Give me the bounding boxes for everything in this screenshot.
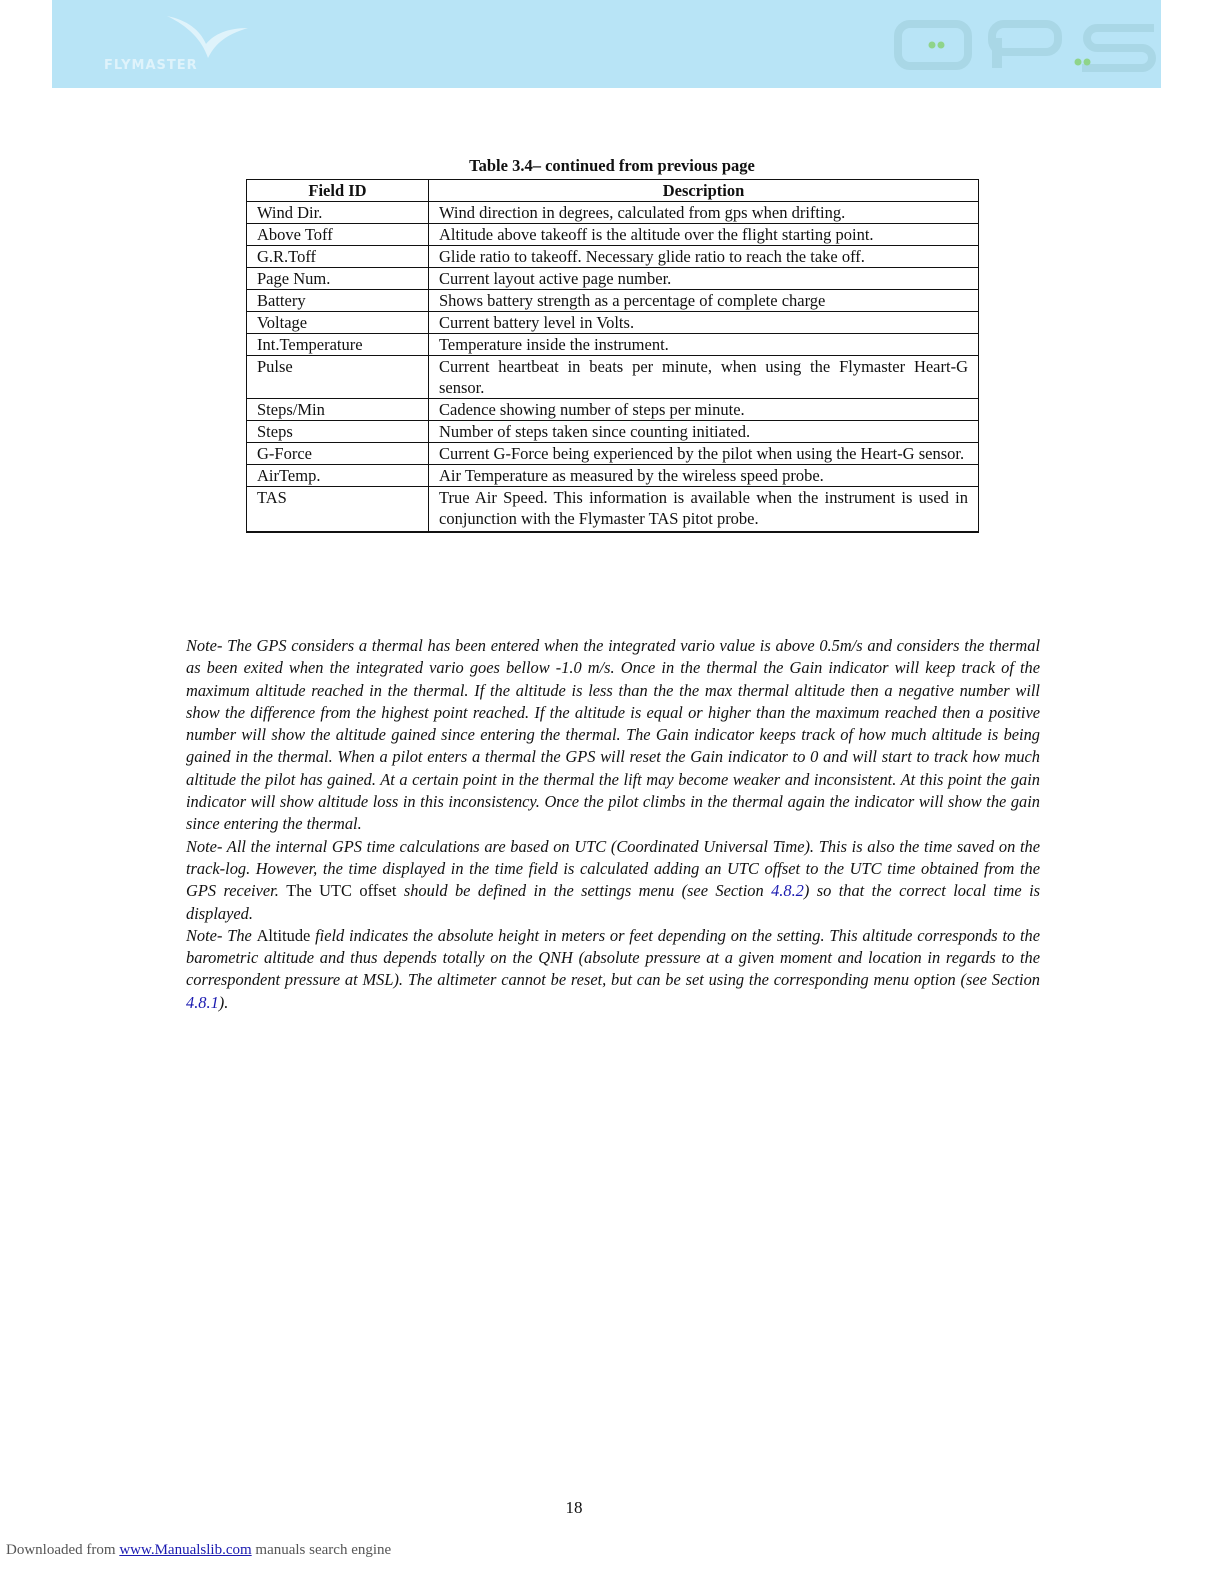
field-id-cell: Battery <box>247 290 429 312</box>
field-id-cell: G.R.Toff <box>247 246 429 268</box>
table-row <box>247 246 979 268</box>
notes-section <box>186 635 1040 1014</box>
table-header-row <box>247 180 979 202</box>
field-id-cell: Int.Temperature <box>247 334 429 356</box>
note-thermal-gain: Note- The GPS considers a thermal has been entered when the integrated vario value is above 0.5m/s and considers the thermal as been exited when the integrated vario goes bellow -1.0 m/s. Once in the thermal the Gain indicator will keep track of the maximum altitude reached in the thermal. If the altitude is less than the the max thermal altitude then a negative number will show the difference from the highest point reached. If the altitude is equal or higher than the maximum reached then a positive number will show the altitude gained since entering the thermal. The Gain indicator keeps track of how much altitude is being gained in the thermal. When a pilot enters a thermal the GPS will reset the Gain indicator to 0 and will start to track how much altitude the pilot has gained. At a certain point in the thermal the lift may become weaker and inconsistent. At this point the gain indicator will show altitude loss in this inconsistency. Once the pilot climbs in the thermal again the indicator will show the gain since entering the thermal. <box>186 636 1040 834</box>
footer-suffix: manuals search engine <box>255 1542 392 1558</box>
note-text: Note- All the internal GPS time calculations are based on UTC (Coordinated Universal Time). This is also the time saved on the track-log. However, the time displayed in the time field is calculated adding an UTC offset to the UTC time obtained from the GPS receiver. <box>186 836 1040 901</box>
gps-logo-icon <box>842 18 1161 74</box>
note-text: field indicates the absolute height in meters or feet depending on the setting. This altitude corresponds to the barometric altitude and thus depends totally on the QNH (absolute pressure at a given moment and location in regards to the correspondent pressure at MSL). The altimeter cannot be reset, but can be set using the corresponding menu option (see Section <box>186 925 1040 990</box>
table-row <box>247 290 979 312</box>
description-cell: True Air Speed. This information is available when the instrument is used in conjunction with the Flymaster TAS pitot probe. <box>429 487 979 533</box>
table-row <box>247 268 979 290</box>
footer-prefix: Downloaded from <box>6 1542 116 1558</box>
description-cell: Shows battery strength as a percentage of complete charge <box>429 290 979 312</box>
note-text: ). <box>218 992 229 1012</box>
table-row <box>247 356 979 399</box>
field-table <box>246 179 979 533</box>
note-altitude <box>186 925 1040 1014</box>
description-cell: Altitude above takeoff is the altitude over the flight starting point. <box>429 224 979 246</box>
section-link-4-8-2[interactable]: 4.8.2 <box>771 881 804 901</box>
section-link-4-8-1[interactable]: 4.8.1 <box>186 992 219 1012</box>
description-cell: Current battery level in Volts. <box>429 312 979 334</box>
field-id-cell: Above Toff <box>247 224 429 246</box>
note-text: Note- The <box>186 925 252 945</box>
note-upright-term: Altitude <box>256 925 311 945</box>
field-id-cell: TAS <box>247 487 429 533</box>
field-id-cell: Steps/Min <box>247 399 429 421</box>
description-cell: Wind direction in degrees, calculated from gps when drifting. <box>429 202 979 224</box>
table-row <box>247 224 979 246</box>
note-upright-term: The UTC offset <box>286 881 397 901</box>
note-utc-time <box>186 836 1040 925</box>
table-row <box>247 334 979 356</box>
brand-logo-text: FLYMASTER <box>104 58 198 73</box>
note-text: ) so that the correct local time is displayed. <box>186 881 1041 923</box>
description-cell: Glide ratio to takeoff. Necessary glide ratio to reach the take off. <box>429 246 979 268</box>
note-text: should be defined in the settings menu (see Section <box>403 881 764 901</box>
header-banner <box>52 0 1161 88</box>
field-id-cell: G-Force <box>247 443 429 465</box>
description-cell: Current G-Force being experienced by the pilot when using the Heart-G sensor. <box>429 443 979 465</box>
description-cell: Current heartbeat in beats per minute, when using the Flymaster Heart-G sensor. <box>429 356 979 399</box>
description-cell: Air Temperature as measured by the wireless speed probe. <box>429 465 979 487</box>
field-id-cell: Page Num. <box>247 268 429 290</box>
table-row <box>247 312 979 334</box>
table-row <box>247 202 979 224</box>
description-cell: Temperature inside the instrument. <box>429 334 979 356</box>
flymaster-wing-icon <box>162 12 252 62</box>
description-cell: Cadence showing number of steps per minute. <box>429 399 979 421</box>
download-footer <box>6 1542 391 1559</box>
field-id-cell: Voltage <box>247 312 429 334</box>
page-number: 18 <box>565 1498 583 1517</box>
column-header-description: Description <box>429 180 979 202</box>
table-row <box>247 443 979 465</box>
description-cell: Current layout active page number. <box>429 268 979 290</box>
table-row <box>247 399 979 421</box>
table-caption: Table 3.4– continued from previous page <box>469 156 755 175</box>
manualslib-link[interactable]: www.Manualslib.com <box>119 1542 252 1558</box>
table-row <box>247 465 979 487</box>
description-cell: Number of steps taken since counting initiated. <box>429 421 979 443</box>
column-header-field-id: Field ID <box>247 180 429 202</box>
field-id-cell: Steps <box>247 421 429 443</box>
table-row <box>247 487 979 533</box>
table-row <box>247 421 979 443</box>
field-id-cell: AirTemp. <box>247 465 429 487</box>
field-id-cell: Wind Dir. <box>247 202 429 224</box>
field-id-cell: Pulse <box>247 356 429 399</box>
